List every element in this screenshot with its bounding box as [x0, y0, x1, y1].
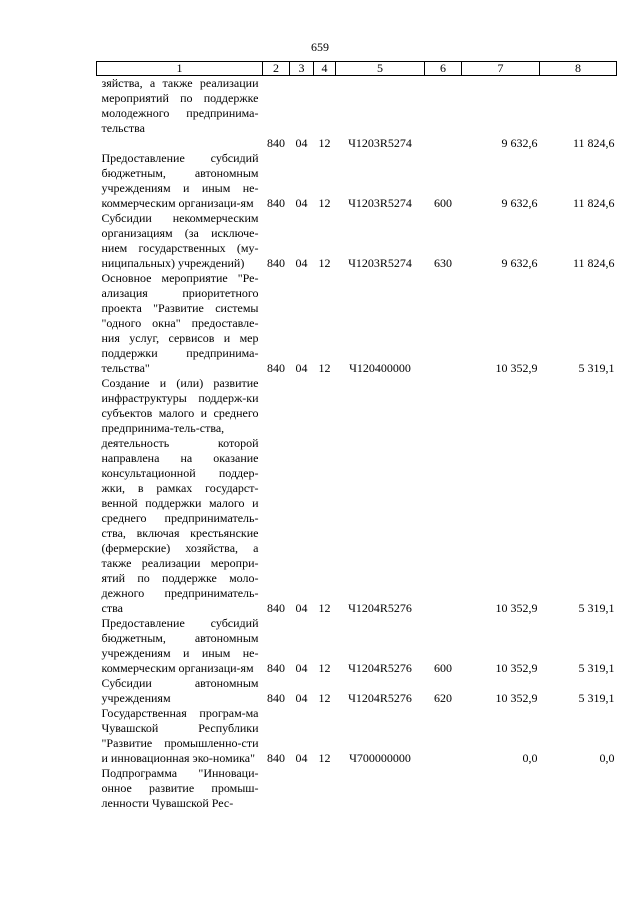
cell-amount-1: 10 352,9	[495, 691, 538, 705]
cell-admin-code: 840	[267, 256, 285, 270]
cell-expense-type: 630	[434, 256, 452, 270]
cell-amount-1: 9 632,6	[501, 256, 538, 270]
cell-amount-2	[540, 76, 617, 137]
row-name-cell: Основное мероприятие "Ре-ализация приоритетного проекта "Развитие системы "одного окна" предоставле-ния услуг, сервисов и мер поддержки предпринима-тельства"	[101, 271, 259, 375]
cell-expense-type	[425, 136, 462, 151]
cell-section: 04	[295, 691, 308, 705]
cell-subsection: 12	[318, 691, 331, 705]
cell-section: 04	[295, 751, 308, 765]
cell-section	[290, 766, 314, 811]
cell-admin-code: 840	[267, 601, 285, 615]
table-row	[97, 376, 617, 616]
cell-amount-1: 10 352,9	[495, 661, 538, 675]
cell-amount-2: 11 824,6	[572, 256, 615, 270]
cell-expense-type	[425, 376, 462, 616]
table-row	[97, 76, 617, 137]
cell-section: 04	[295, 661, 308, 675]
cell-target-article: Ч120400000	[349, 361, 411, 375]
cell-section: 04	[295, 196, 308, 210]
table-header-row	[97, 62, 617, 76]
cell-amount-2	[540, 766, 617, 811]
table-row	[97, 706, 617, 766]
cell-target-article	[336, 76, 425, 137]
cell-amount-2: 11 824,6	[572, 136, 615, 150]
cell-expense-type	[425, 76, 462, 137]
cell-subsection: 12	[318, 751, 331, 765]
cell-amount-2: 5 319,1	[578, 361, 615, 375]
cell-amount-1: 0,0	[522, 751, 538, 765]
col-header-5: 5	[336, 62, 425, 76]
cell-section	[290, 76, 314, 137]
cell-admin-code: 840	[267, 691, 285, 705]
cell-amount-1: 10 352,9	[495, 361, 538, 375]
cell-target-article: Ч1203R5274	[348, 136, 412, 150]
col-header-2: 2	[263, 62, 290, 76]
cell-amount-1	[462, 766, 540, 811]
row-name-cell: Предоставление субсидий бюджетным, автономным учреждениям и иным не-коммерческим организаци-ям	[101, 616, 259, 675]
budget-table	[96, 61, 617, 811]
cell-target-article	[336, 766, 425, 811]
row-name-cell: Субсидии автономным учреждениям	[101, 676, 259, 705]
cell-amount-1: 10 352,9	[495, 601, 538, 615]
table-row	[97, 211, 617, 271]
cell-admin-code: 840	[267, 136, 285, 150]
row-name-cell: Государственная програм-ма Чувашской Республики "Развитие промышленно-сти и инновационная эко-номика"	[101, 706, 259, 765]
cell-expense-type: 600	[434, 661, 452, 675]
table-body	[97, 76, 617, 812]
cell-amount-2: 11 824,6	[572, 196, 615, 210]
table-row	[97, 616, 617, 676]
cell-admin-code: 840	[267, 361, 285, 375]
cell-expense-type	[425, 706, 462, 766]
cell-subsection: 12	[318, 601, 331, 615]
cell-section: 04	[295, 361, 308, 375]
cell-expense-type: 600	[434, 196, 452, 210]
cell-target-article: Ч1204R5276	[348, 601, 412, 615]
table-row	[97, 151, 617, 211]
row-name-cell: Субсидии некоммерческим организациям (за исключе-нием государственных (му-ниципальных) учреждений)	[101, 211, 259, 270]
cell-section: 04	[295, 601, 308, 615]
cell-subsection	[314, 766, 336, 811]
cell-admin-code: 840	[267, 661, 285, 675]
row-name-cell: Предоставление субсидий бюджетным, автономным учреждениям и иным не-коммерческим организаци-ям	[101, 151, 259, 210]
col-header-3: 3	[290, 62, 314, 76]
cell-subsection	[314, 76, 336, 137]
cell-subsection: 12	[318, 196, 331, 210]
table-row	[97, 271, 617, 376]
row-name-cell	[97, 136, 263, 151]
cell-section: 04	[295, 136, 308, 150]
cell-amount-1: 9 632,6	[501, 136, 538, 150]
table-row	[97, 676, 617, 706]
table-row	[97, 136, 617, 151]
cell-amount-2: 5 319,1	[578, 661, 615, 675]
table-row	[97, 766, 617, 811]
cell-subsection: 12	[318, 256, 331, 270]
cell-expense-type	[425, 766, 462, 811]
cell-target-article: Ч1203R5274	[348, 196, 412, 210]
cell-admin-code	[263, 76, 290, 137]
cell-amount-2: 5 319,1	[578, 601, 615, 615]
cell-target-article: Ч1203R5274	[348, 256, 412, 270]
cell-target-article: Ч1204R5276	[348, 661, 412, 675]
cell-amount-1: 9 632,6	[501, 196, 538, 210]
row-name-cell: Создание и (или) развитие инфраструктуры поддерж-ки субъектов малого и среднего предпринима-тель-ства, деятельность которой направлена на оказание консультационной поддер-жки, в рамках государст-венной поддержки малого и среднего предприниматель-ства, включая крестьянские (фермерские) хозяйства, а также реализации меропри-ятий по поддержке моло-дежного предприниматель-ства	[101, 376, 259, 615]
cell-amount-2: 5 319,1	[578, 691, 615, 705]
cell-section: 04	[295, 256, 308, 270]
cell-admin-code	[263, 766, 290, 811]
col-header-7: 7	[462, 62, 540, 76]
cell-subsection: 12	[318, 661, 331, 675]
cell-target-article: Ч700000000	[349, 751, 411, 765]
page-number: 659	[311, 40, 329, 54]
col-header-4: 4	[314, 62, 336, 76]
col-header-8: 8	[540, 62, 617, 76]
cell-target-article: Ч1204R5276	[348, 691, 412, 705]
row-name-cell: зяйства, а также реализации мероприятий по поддержке молодежного предпринима-тельства	[101, 76, 259, 135]
col-header-1: 1	[97, 62, 263, 76]
cell-expense-type: 620	[434, 691, 452, 705]
cell-subsection: 12	[318, 361, 331, 375]
cell-subsection: 12	[318, 136, 331, 150]
row-name-cell: Подпрограмма "Инноваци-онное развитие промыш-ленности Чувашской Рес-	[101, 766, 259, 810]
cell-admin-code: 840	[267, 751, 285, 765]
cell-admin-code: 840	[267, 196, 285, 210]
cell-amount-1	[462, 76, 540, 137]
cell-expense-type	[425, 271, 462, 376]
col-header-6: 6	[425, 62, 462, 76]
cell-amount-2: 0,0	[599, 751, 615, 765]
